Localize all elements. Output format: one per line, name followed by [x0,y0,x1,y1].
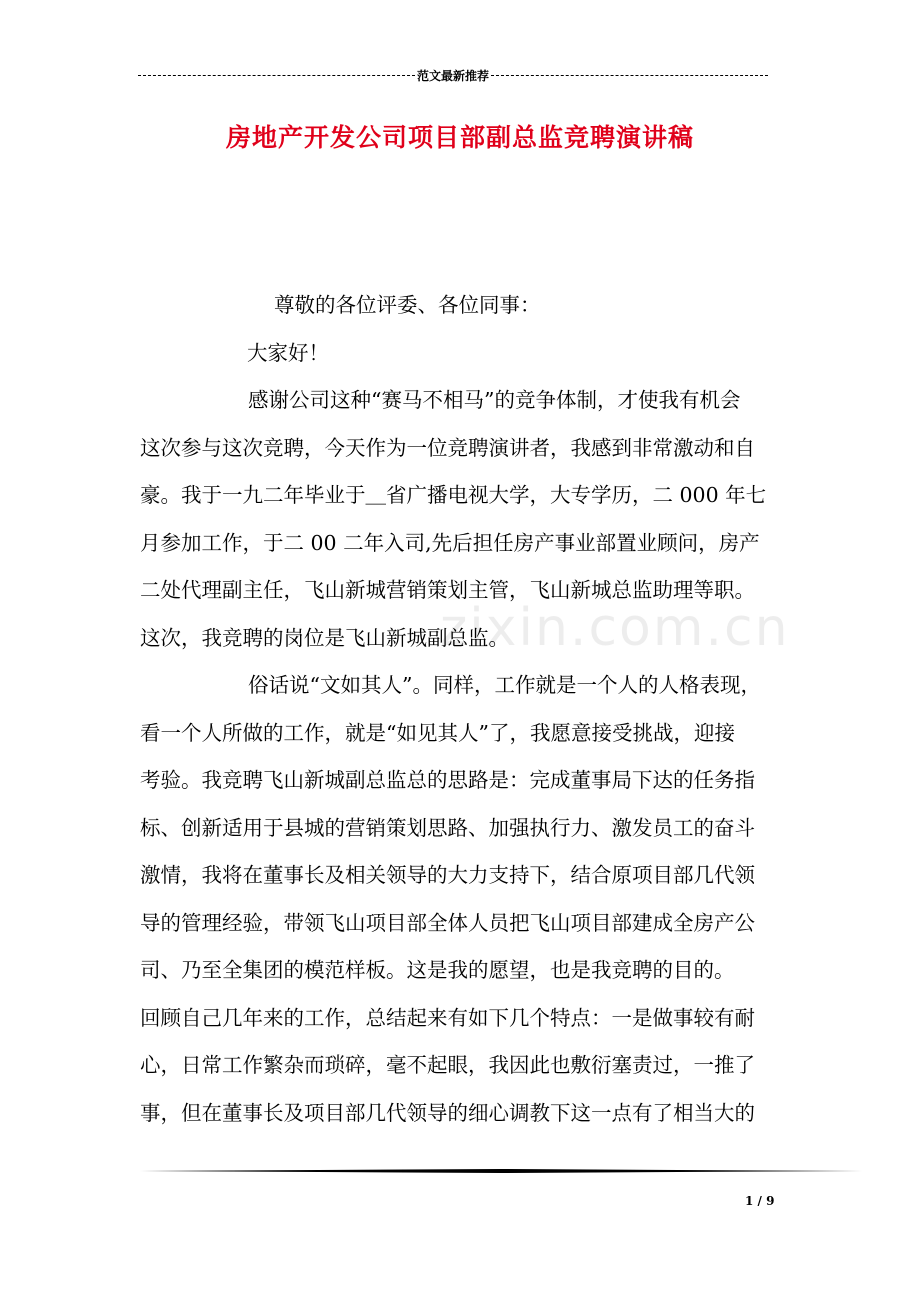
paragraph-2-line: 导的管理经验，带领飞山项目部全体人员把飞山项目部建成全房产公 [140,910,755,935]
paragraph-2-line: 俗话说“文如其人”。同样，工作就是一个人的人格表现， [248,673,761,697]
paragraph-1-line: 二处代理副主任，飞山新城营销策划主管，飞山新城总监助理等职。 [140,578,755,602]
paragraph-2-line: 回顾自己几年来的工作，总结起来有如下几个特点：一是做事较有耐 [140,1005,755,1030]
paragraph-1-line: 月参加工作，于二 00 二年入司,先后担任房产事业部置业顾问，房产 [140,530,760,555]
paragraph-2-line: 激情，我将在董事长及相关领导的大力支持下，结合原项目部几代领 [140,863,755,887]
paragraph-2-line: 考验。我竞聘飞山新城副总监总的思路是：完成董事局下达的任务指 [140,768,755,792]
watermark-text: zixin.com.cn [440,598,790,658]
paragraph-2-line: 司、乃至全集团的模范样板。这是我的愿望，也是我竞聘的目的。 [140,958,735,982]
document-title: 房地产开发公司项目部副总监竞聘演讲稿 [225,123,694,152]
paragraph-2-line: 心，日常工作繁杂而琐碎，毫不起眼，我因此也敷衍塞责过，一推了 [140,1053,755,1077]
page-number: 1 / 9 [745,1194,775,1208]
salutation: 尊敬的各位评委、各位同事： [274,293,541,317]
paragraph-2-line: 标、创新适用于县城的营销策划思路、加强执行力、激发员工的奋斗 [140,815,755,840]
greeting: 大家好！ [247,340,329,365]
paragraph-1-line: 这次，我竞聘的岗位是飞山新城副总监。 [140,625,509,650]
header-dash-left [138,75,415,76]
paragraph-2-line: 看一个人所做的工作，就是“如见其人”了，我愿意接受挑战，迎接 [140,720,735,745]
paragraph-2-line: 事，但在董事长及项目部几代领导的细心调教下这一点有了相当大的 [140,1100,755,1125]
header-label: 范文最新推荐 [417,68,490,83]
paragraph-1-line: 豪。我于一九二年毕业于＿省广播电视大学，大专学历，二 000 年七 [140,483,767,507]
footer-divider [140,1169,862,1172]
document-body [140,282,790,1137]
running-header [138,66,768,84]
paragraph-1-line: 这次参与这次竞聘，今天作为一位竞聘演讲者，我感到非常激动和自 [140,435,755,460]
paragraph-1-line: 感谢公司这种“赛马不相马”的竞争体制，才使我有机会 [248,388,741,412]
header-dash-right [491,75,768,76]
